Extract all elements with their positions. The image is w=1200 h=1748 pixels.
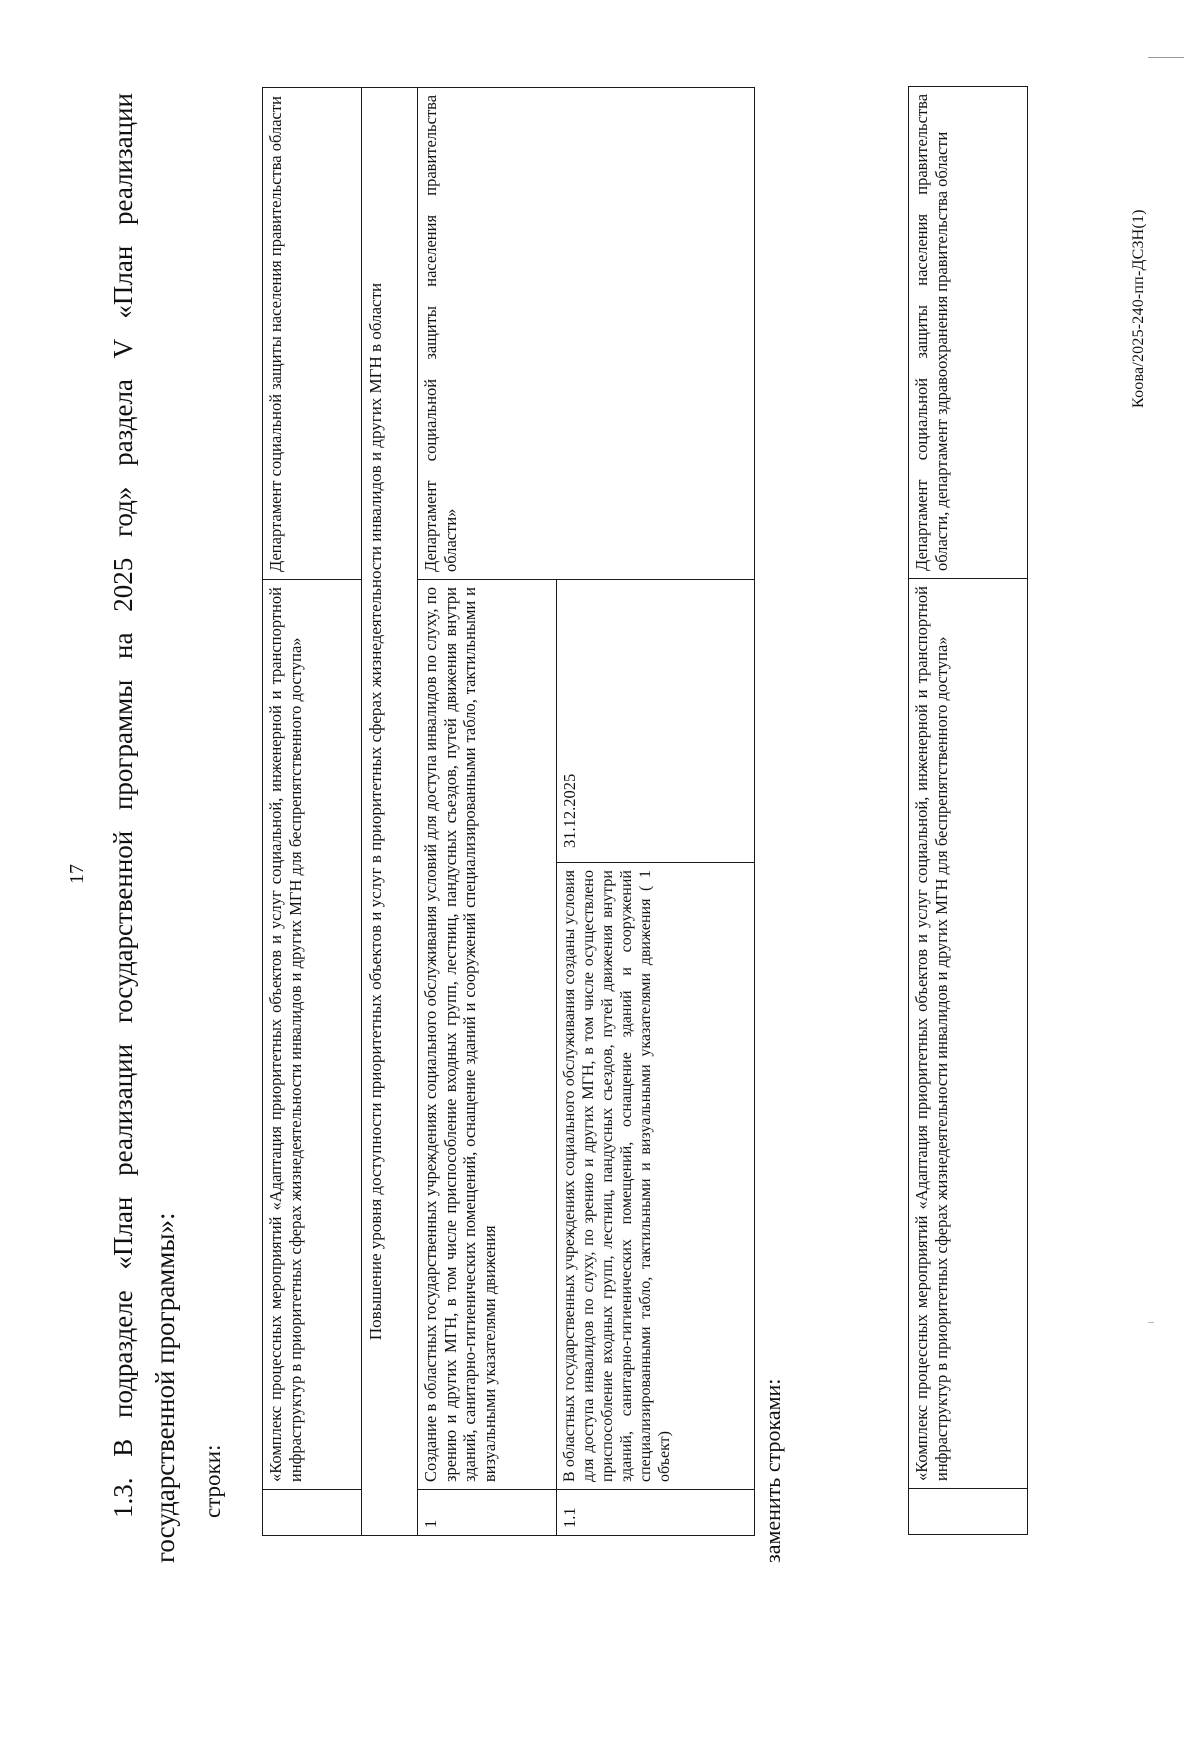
intro-paragraph: 1.3. В подразделе «План реализации государственной программы на 2025 год» раздела V «План реализации государственной программы»: — [108, 93, 180, 1563]
complex-description-cell: «Комплекс процессных мероприятий «Адаптация приоритетных объектов и услуг социальной, инженерной и транспортной инфраструктур в приоритетных сферах жизнедеятельности инвалидов и других МГН для беспрепятственного доступа» — [909, 578, 1028, 1488]
result-description-cell: В областных государственных учреждениях социального обслуживания созданы условия для доступа инвалидов по слуху, по зрению и других МГН, в том числе осуществлено приспособление входных групп, лестниц, пандусных съездов, путей движения внутри зданий, санитарно-гигиенических помещений, оснащение зданий и сооружений специализированными табло, тактильными и визуальными указателями движения ( 1 объект) — [557, 863, 755, 1490]
footer-document-code: Коова/2025-240-пп-ДСЗН(1) — [1130, 209, 1147, 408]
row-number-cell — [909, 1489, 1028, 1535]
row-number-cell: 1 — [418, 1490, 557, 1536]
responsible-cell: Департамент социальной защиты населения правительства области» — [418, 87, 755, 579]
row-number-cell — [263, 1490, 362, 1536]
complex-description-cell: «Комплекс процессных мероприятий «Адаптация приоритетных объектов и услуг социальной, инженерной и транспортной инфраструктур в приоритетных сферах жизнедеятельности инвалидов и других МГН для беспрепятственного доступа» — [263, 579, 362, 1489]
goal-cell: Повышение уровня доступности приоритетных объектов и услуг в приоритетных сферах жизнедеятельности инвалидов и других МГН в области — [362, 87, 418, 1535]
replace-label: заменить строками: — [760, 1378, 785, 1563]
table-row — [909, 86, 1028, 1534]
responsible-cell: Департамент социальной защиты населения правительства области, департамент здравоохранения правительства области — [909, 86, 1028, 578]
table-row — [418, 87, 557, 1535]
rows-label: строки: — [200, 1444, 225, 1518]
page-number: 17 — [66, 864, 88, 884]
row-number-cell: 1.1 — [557, 1490, 755, 1536]
new-rows-table — [908, 86, 1028, 1535]
table-row — [362, 87, 418, 1535]
scan-edge-mark — [1148, 57, 1184, 58]
date-cell: 31.12.2025 — [557, 579, 755, 862]
scan-dust-mark — [1148, 1322, 1154, 1323]
responsible-cell: Департамент социальной защиты населения правительства области — [263, 87, 362, 579]
old-rows-table — [262, 87, 755, 1536]
task-description-cell: Создание в областных государственных учреждениях социального обслуживания условий для доступа инвалидов по слуху, по зрению и других МГН, в том числе приспособление входных групп, лестниц, пандусных съездов, путей движения внутри зданий, санитарно-гигиенических помещений, оснащение зданий и сооружений специализированными табло, тактильными и визуальными указателями движения — [418, 579, 557, 1489]
table-row — [263, 87, 362, 1535]
